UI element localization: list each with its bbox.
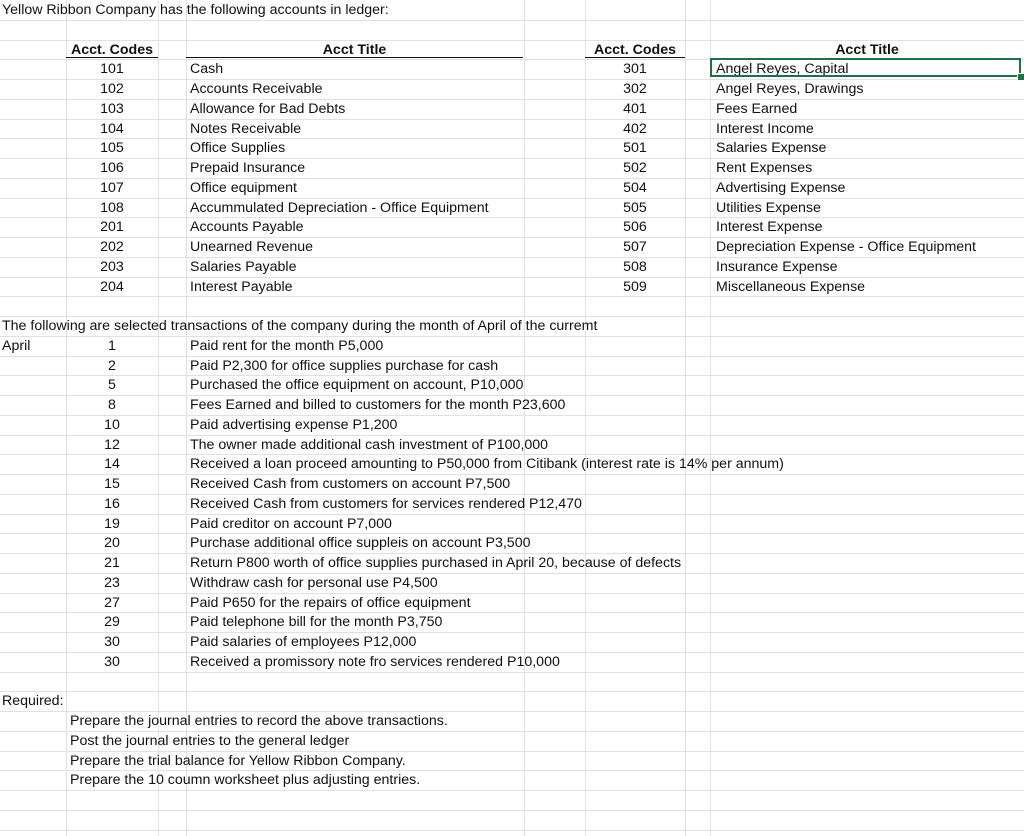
account-code-right: 506 <box>623 219 647 235</box>
transaction-day: 12 <box>104 437 120 453</box>
account-code-right: 508 <box>623 259 647 275</box>
transactions-intro: The following are selected transactions of the company during the month of April of the curremt <box>2 318 598 334</box>
row-gridline <box>0 672 1024 673</box>
transaction-desc: Paid P2,300 for office supplies purchase for cash <box>190 358 499 374</box>
required-item: Prepare the journal entries to record the above transactions. <box>70 713 448 729</box>
header-acct-title-right: Acct Title <box>835 42 899 58</box>
account-title-left: Accummulated Depreciation - Office Equipment <box>190 200 489 216</box>
transaction-day: 1 <box>108 338 116 354</box>
row-gridline <box>0 830 1024 831</box>
account-title-right: Miscellaneous Expense <box>716 279 866 295</box>
required-label: Required: <box>2 693 64 709</box>
account-code-left: 204 <box>100 279 124 295</box>
account-code-left: 202 <box>100 239 124 255</box>
account-title-right: Depreciation Expense - Office Equipment <box>716 239 976 255</box>
transaction-desc: Paid advertising expense P1,200 <box>190 417 398 433</box>
account-code-right: 502 <box>623 160 647 176</box>
transaction-desc: Return P800 worth of office supplies purchased in April 20, because of defects <box>190 555 682 571</box>
header-acct-codes-right: Acct. Codes <box>585 40 685 58</box>
transaction-desc: Received a loan proceed amounting to P50,000 from Citibank (interest rate is 14% per annum) <box>190 456 784 472</box>
fill-handle[interactable] <box>1017 73 1024 81</box>
account-code-right: 302 <box>623 81 647 97</box>
account-title-right: Angel Reyes, Drawings <box>716 81 864 97</box>
transaction-day: 5 <box>108 377 116 393</box>
account-code-left: 104 <box>100 121 124 137</box>
account-title-right: Salaries Expense <box>716 140 827 156</box>
account-code-left: 201 <box>100 219 124 235</box>
transaction-day: 21 <box>104 555 120 571</box>
transaction-day: 23 <box>104 575 120 591</box>
row-gridline <box>0 810 1024 811</box>
row-gridline <box>0 691 1024 692</box>
transaction-day: 20 <box>104 535 120 551</box>
account-title-right: Rent Expenses <box>716 160 813 176</box>
row-gridline <box>0 20 1024 21</box>
transaction-day: 30 <box>104 654 120 670</box>
transaction-day: 19 <box>104 516 120 532</box>
month-label: April <box>2 338 31 354</box>
header-acct-codes-left: Acct. Codes <box>66 40 158 58</box>
account-title-right: Utilities Expense <box>716 200 821 216</box>
transaction-desc: The owner made additional cash investment of P100,000 <box>190 437 549 453</box>
account-code-right: 501 <box>623 140 647 156</box>
transaction-day: 29 <box>104 614 120 630</box>
account-title-left: Office equipment <box>190 180 297 196</box>
transaction-desc: Fees Earned and billed to customers for the month P23,600 <box>190 397 566 413</box>
transaction-desc: Received a promissory note fro services rendered P10,000 <box>190 654 560 670</box>
account-title-right: Fees Earned <box>716 101 798 117</box>
transaction-day: 10 <box>104 417 120 433</box>
account-code-right: 505 <box>623 200 647 216</box>
account-code-right: 507 <box>623 239 647 255</box>
account-title-left: Interest Payable <box>190 279 293 295</box>
account-title-left: Unearned Revenue <box>190 239 314 255</box>
account-code-left: 102 <box>100 81 124 97</box>
account-code-right: 402 <box>623 121 647 137</box>
account-title-left: Cash <box>190 61 224 77</box>
transaction-desc: Received Cash from customers on account P7,500 <box>190 476 511 492</box>
transaction-day: 30 <box>104 634 120 650</box>
transaction-day: 2 <box>108 358 116 374</box>
account-code-right: 504 <box>623 180 647 196</box>
intro-text: Yellow Ribbon Company has the following accounts in ledger: <box>2 2 389 18</box>
transaction-desc: Purchase additional office suppleis on account P3,500 <box>190 535 531 551</box>
transaction-desc: Paid P650 for the repairs of office equipment <box>190 595 471 611</box>
account-title-left: Allowance for Bad Debts <box>190 101 346 117</box>
account-code-left: 101 <box>100 61 124 77</box>
account-code-left: 105 <box>100 140 124 156</box>
required-item: Prepare the 10 coumn worksheet plus adjusting entries. <box>70 772 421 788</box>
account-code-right: 401 <box>623 101 647 117</box>
account-code-left: 203 <box>100 259 124 275</box>
transaction-desc: Paid salaries of employees P12,000 <box>190 634 417 650</box>
transaction-desc: Paid telephone bill for the month P3,750 <box>190 614 443 630</box>
required-item: Post the journal entries to the general ledger <box>70 733 350 749</box>
account-title-left: Salaries Payable <box>190 259 297 275</box>
account-code-left: 108 <box>100 200 124 216</box>
account-title-right: Interest Income <box>716 121 814 137</box>
selected-cell-outline[interactable] <box>710 58 1021 77</box>
account-code-left: 106 <box>100 160 124 176</box>
account-title-left: Accounts Receivable <box>190 81 323 97</box>
transaction-desc: Paid creditor on account P7,000 <box>190 516 392 532</box>
account-title-right: Advertising Expense <box>716 180 846 196</box>
transaction-desc: Received Cash from customers for services rendered P12,470 <box>190 496 582 512</box>
transaction-desc: Withdraw cash for personal use P4,500 <box>190 575 438 591</box>
account-code-left: 103 <box>100 101 124 117</box>
account-title-left: Office Supplies <box>190 140 286 156</box>
transaction-day: 27 <box>104 595 120 611</box>
account-title-right: Interest Expense <box>716 219 823 235</box>
transaction-day: 15 <box>104 476 120 492</box>
header-acct-title-left: Acct Title <box>186 40 523 58</box>
account-code-right: 301 <box>623 61 647 77</box>
transaction-desc: Purchased the office equipment on account, P10,000 <box>190 377 524 393</box>
transaction-day: 14 <box>104 456 120 472</box>
account-title-left: Accounts Payable <box>190 219 304 235</box>
required-item: Prepare the trial balance for Yellow Ribbon Company. <box>70 753 406 769</box>
account-code-left: 107 <box>100 180 124 196</box>
transaction-day: 16 <box>104 496 120 512</box>
transaction-day: 8 <box>108 397 116 413</box>
row-gridline <box>0 790 1024 791</box>
account-code-right: 509 <box>623 279 647 295</box>
account-title-left: Prepaid Insurance <box>190 160 306 176</box>
transaction-desc: Paid rent for the month P5,000 <box>190 338 384 354</box>
account-title-right: Angel Reyes, Capital <box>716 61 849 77</box>
account-title-left: Notes Receivable <box>190 121 302 137</box>
account-title-right: Insurance Expense <box>716 259 838 275</box>
